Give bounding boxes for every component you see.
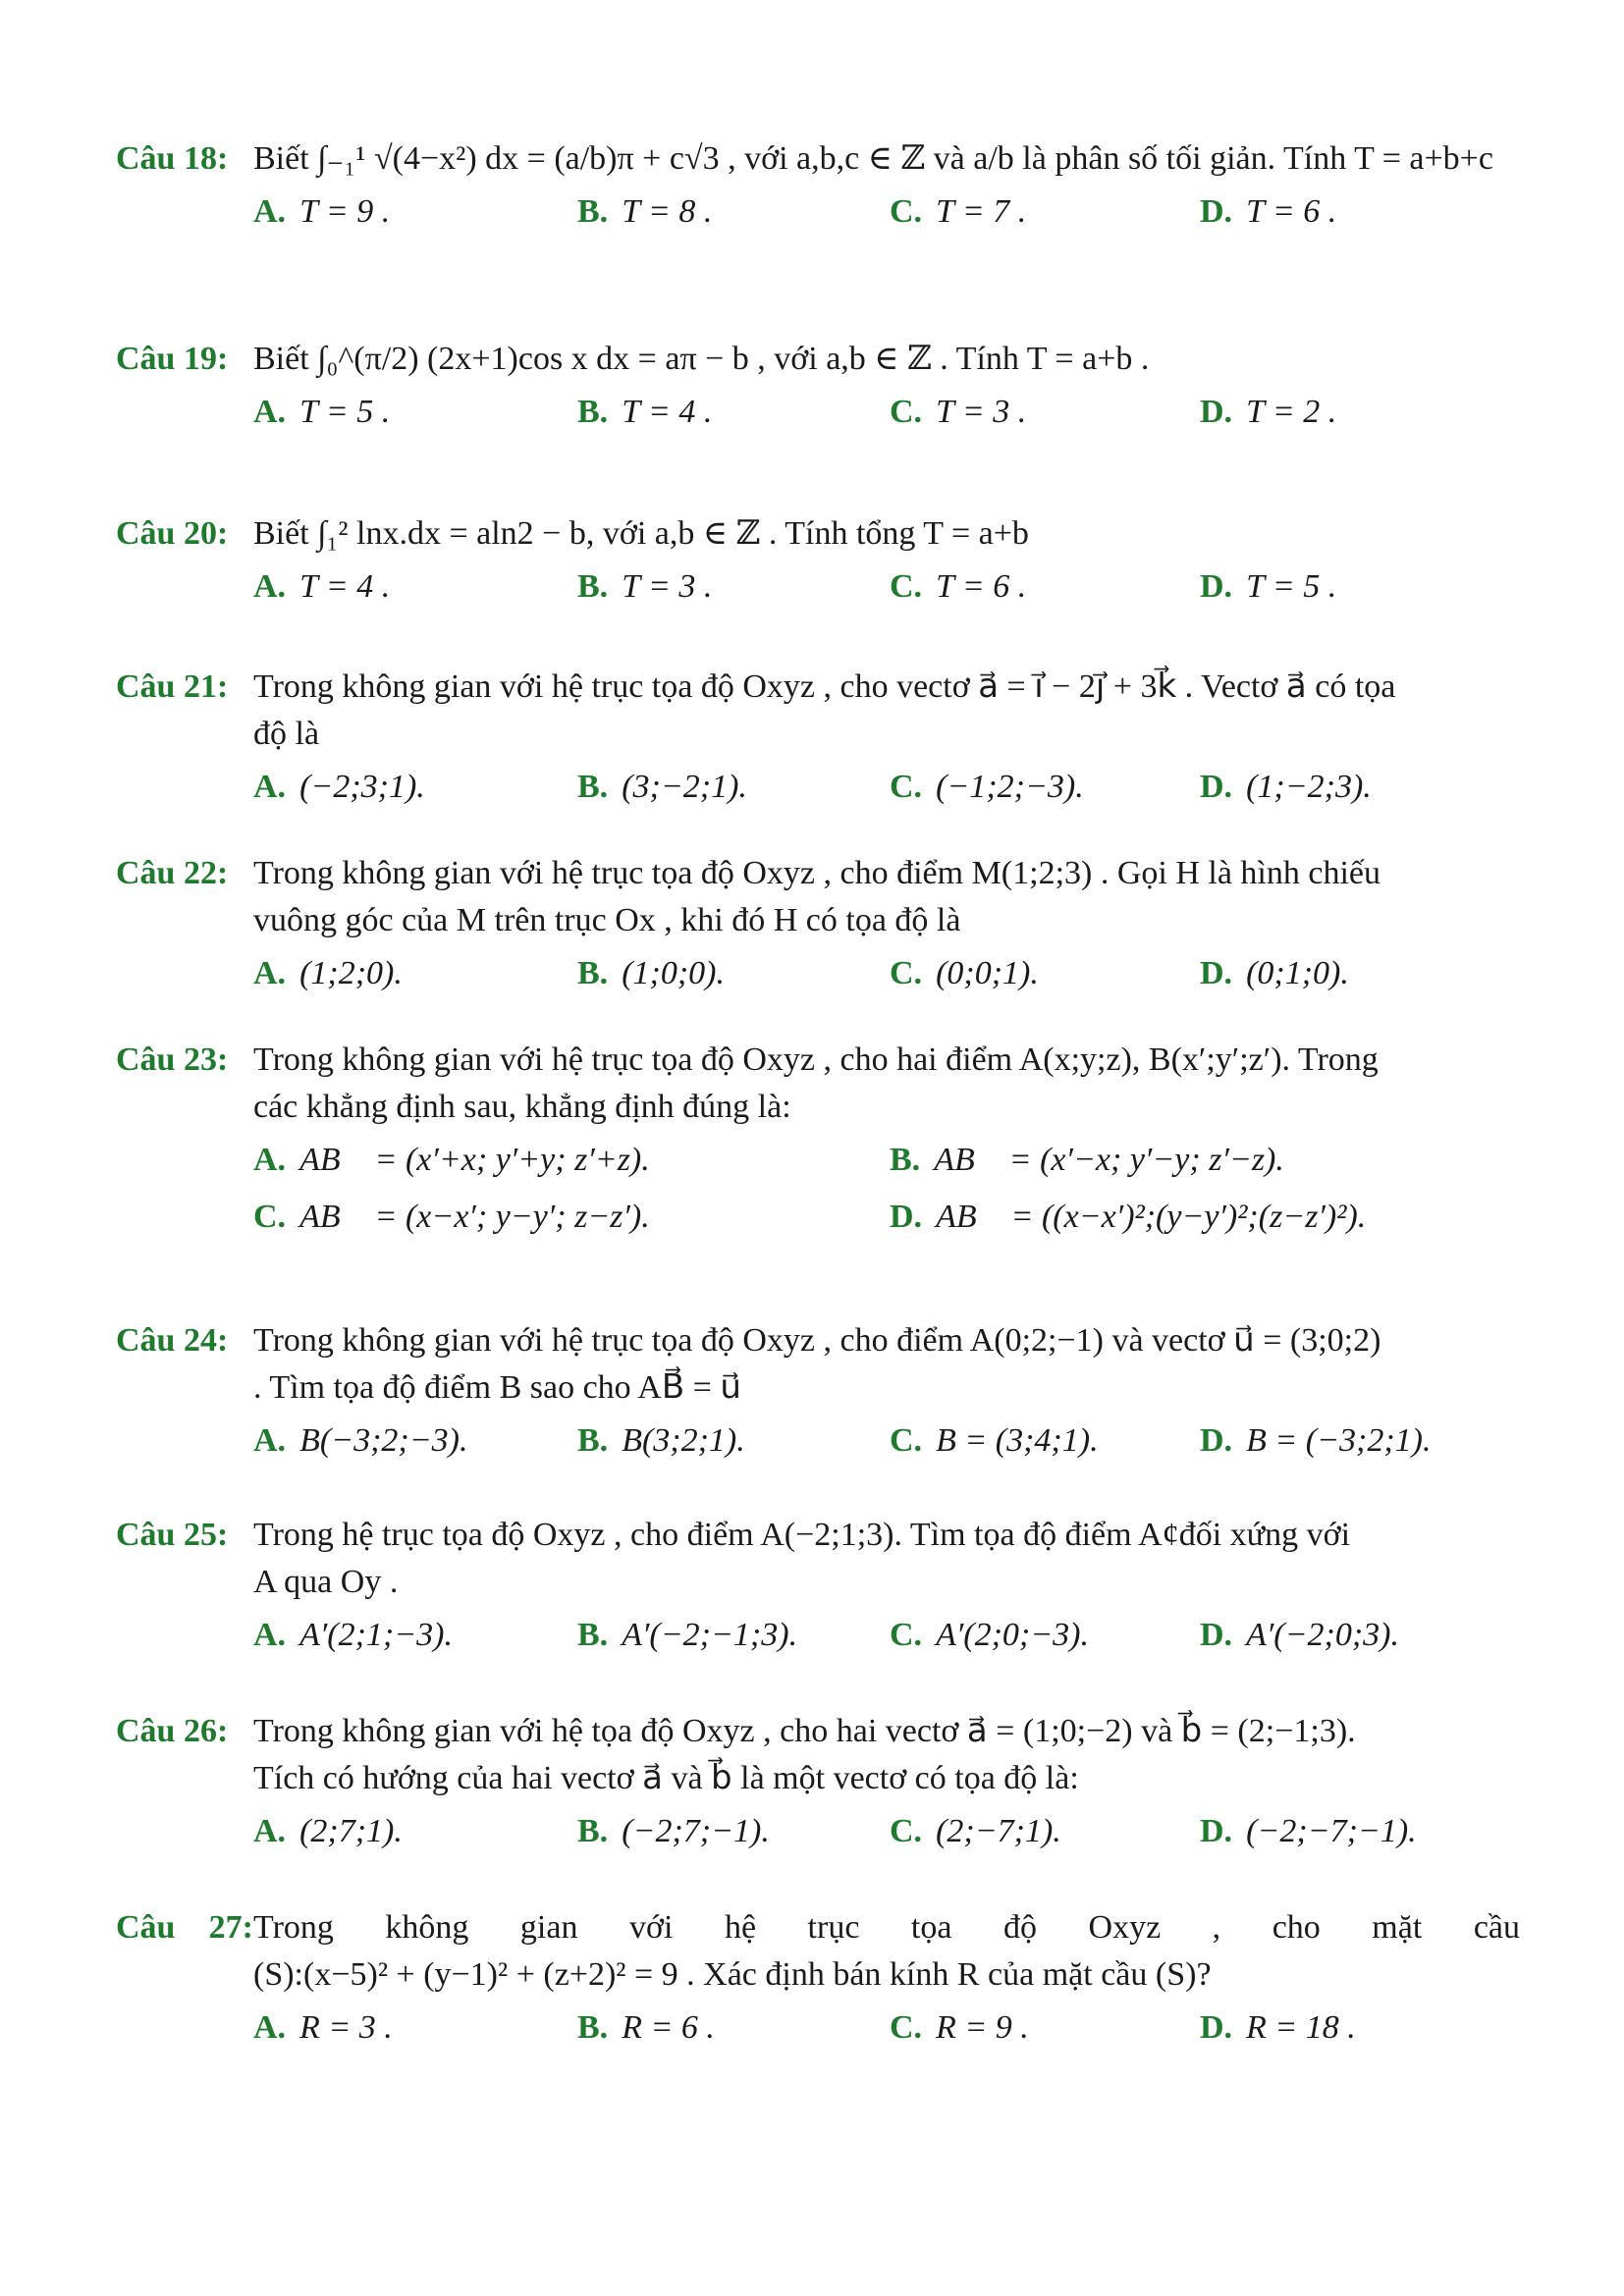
question-text: Biết ∫₀^(π/2) (2x+1)cos x dx = aπ − b , với a,b ∈ ℤ . Tính T = a+b . (253, 341, 1150, 377)
question-text: Trong không gian với hệ trục tọa độ Oxyz , cho điểm M(1;2;3) . Gọi H là hình chiếu (253, 855, 1380, 891)
question-text: Biết ∫₋₁¹ √(4−x²) dx = (a/b)π + c√3 , với a,b,c ∈ ℤ và a/b là phân số tối giản. Tính T = a+b+c (253, 140, 1493, 177)
option-a[interactable] (253, 563, 390, 611)
answer-options-row-2 (116, 1194, 1520, 1245)
question-label: Câu 25: (116, 1517, 229, 1553)
question-continuation: A qua Oy . (253, 1564, 399, 1600)
question-label: Câu 20: (116, 515, 229, 552)
option-text: (−1;2;−3). (936, 769, 1084, 805)
option-label: D. (1200, 193, 1233, 230)
option-a[interactable] (253, 1808, 403, 1855)
option-text: (1;2;0). (299, 955, 403, 991)
question-20 (116, 510, 1520, 614)
question-continuation: độ là (253, 716, 320, 752)
option-text: (−2;3;1). (299, 769, 425, 805)
option-a[interactable] (253, 950, 403, 997)
option-text: T = 6 . (936, 568, 1027, 605)
option-a[interactable] (253, 1417, 468, 1465)
option-c[interactable] (890, 950, 1039, 997)
option-c[interactable] (890, 563, 1026, 611)
question-22 (116, 850, 1520, 1001)
option-text: AB⃗ = ((x−x′)²;(y−y′)²;(z−z′)²). (936, 1199, 1367, 1235)
answer-options (116, 1808, 1520, 1859)
question-21 (116, 664, 1520, 815)
option-text: A′(2;1;−3). (299, 1617, 454, 1653)
option-text: R = 6 . (622, 2009, 715, 2046)
answer-options (116, 563, 1520, 614)
option-d[interactable] (1200, 1612, 1399, 1659)
option-text: B(3;2;1). (622, 1422, 745, 1459)
option-label: B. (577, 394, 609, 430)
question-continuation: Tích có hướng của hai vectơ a⃗ và b⃗ là một vectơ có tọa độ là: (253, 1760, 1079, 1796)
option-label: C. (890, 2009, 923, 2046)
option-text: AB⃗ = (x′−x; y′−y; z′−z). (934, 1142, 1284, 1178)
option-label: D. (1200, 394, 1233, 430)
option-a[interactable] (253, 1137, 650, 1184)
option-d[interactable] (890, 1194, 1366, 1241)
option-a[interactable] (253, 764, 425, 811)
option-b[interactable] (577, 1808, 770, 1855)
question-text: Trong hệ trục tọa độ Oxyz , cho điểm A(−2;1;3). Tìm tọa độ điểm A¢đối xứng với (253, 1517, 1351, 1553)
option-label: D. (1200, 2009, 1233, 2046)
question-19 (116, 336, 1520, 440)
option-text: R = 18 . (1246, 2009, 1356, 2046)
question-continuation: các khẳng định sau, khẳng định đúng là: (253, 1089, 791, 1125)
question-label: Câu 23: (116, 1041, 229, 1078)
option-text: A′(−2;−1;3). (622, 1617, 798, 1653)
question-23 (116, 1037, 1520, 1245)
question-label: Câu 24: (116, 1322, 229, 1359)
option-b[interactable] (890, 1137, 1284, 1184)
option-text: T = 5 . (299, 394, 391, 430)
question-label: Câu 22: (116, 855, 229, 891)
option-c[interactable] (890, 188, 1026, 236)
option-c[interactable] (890, 764, 1084, 811)
question-text: Trong không gian với hệ tọa độ Oxyz , cho hai vectơ a⃗ = (1;0;−2) và b⃗ = (2;−1;3). (253, 1713, 1356, 1749)
option-label: A. (253, 568, 287, 605)
option-label: A. (253, 394, 287, 430)
question-label: Câu 19: (116, 341, 229, 377)
question-27 (116, 1904, 1520, 2056)
question-text: Trong không gian với hệ trục tọa độ Oxyz , cho hai điểm A(x;y;z), B(x′;y′;z′). Trong (253, 1041, 1379, 1078)
option-b[interactable] (577, 950, 725, 997)
option-text: T = 5 . (1246, 568, 1337, 605)
option-text: B = (3;4;1). (936, 1422, 1099, 1459)
question-24 (116, 1317, 1520, 1468)
answer-options (116, 1612, 1520, 1663)
option-text: T = 9 . (299, 193, 391, 230)
option-label: D. (1200, 1617, 1233, 1653)
option-label: D. (1200, 1813, 1233, 1849)
option-label: B. (577, 955, 609, 991)
option-label: A. (253, 769, 287, 805)
option-label: A. (253, 1142, 287, 1178)
option-c[interactable] (890, 1612, 1089, 1659)
question-text: Trong không gian với hệ trục tọa độ Oxyz , cho mặt cầu (253, 1909, 1520, 1946)
option-text: B(−3;2;−3). (299, 1422, 468, 1459)
answer-options (116, 1417, 1520, 1468)
option-label: C. (890, 394, 923, 430)
answer-options-row-1 (116, 1137, 1520, 1188)
question-continuation: vuông góc của M trên trục Ox , khi đó H có tọa độ là (253, 902, 961, 938)
option-label: D. (1200, 568, 1233, 605)
option-label: C. (890, 1813, 923, 1849)
answer-options (116, 188, 1520, 240)
option-text: T = 8 . (622, 193, 713, 230)
option-text: T = 4 . (299, 568, 391, 605)
question-label: Câu 18: (116, 140, 229, 177)
option-label: C. (890, 568, 923, 605)
question-18 (116, 135, 1520, 240)
option-text: (1;−2;3). (1246, 769, 1372, 805)
option-label: D. (1200, 1422, 1233, 1459)
option-text: B = (−3;2;1). (1246, 1422, 1432, 1459)
question-label: Câu 27: (116, 1909, 253, 1946)
option-label: C. (253, 1199, 287, 1235)
option-label: D. (890, 1199, 923, 1235)
option-label: C. (890, 955, 923, 991)
option-label: A. (253, 955, 287, 991)
option-b[interactable] (577, 2004, 715, 2052)
question-label: Câu 21: (116, 668, 229, 705)
question-text: Trong không gian với hệ trục tọa độ Oxyz , cho điểm A(0;2;−1) và vectơ u⃗ = (3;0;2) (253, 1322, 1381, 1359)
option-text: (2;−7;1). (936, 1813, 1061, 1849)
option-text: R = 9 . (936, 2009, 1029, 2046)
option-text: (0;0;1). (936, 955, 1039, 991)
question-label: Câu 26: (116, 1713, 229, 1749)
option-text: (0;1;0). (1246, 955, 1349, 991)
option-d[interactable] (1200, 1417, 1432, 1465)
option-label: B. (577, 769, 609, 805)
option-text: (−2;7;−1). (622, 1813, 770, 1849)
option-c[interactable] (890, 1417, 1099, 1465)
option-text: (1;0;0). (622, 955, 725, 991)
option-b[interactable] (577, 1417, 745, 1465)
option-b[interactable] (577, 389, 712, 436)
option-text: T = 6 . (1246, 193, 1337, 230)
option-label: B. (577, 568, 609, 605)
option-d[interactable] (1200, 1808, 1417, 1855)
option-label: A. (253, 1813, 287, 1849)
option-text: T = 7 . (936, 193, 1027, 230)
answer-options (116, 389, 1520, 440)
option-label: A. (253, 2009, 287, 2046)
option-d[interactable] (1200, 950, 1349, 997)
option-b[interactable] (577, 188, 712, 236)
option-text: (3;−2;1). (622, 769, 747, 805)
option-d[interactable] (1200, 389, 1336, 436)
question-25 (116, 1512, 1520, 1663)
option-label: D. (1200, 955, 1233, 991)
option-label: B. (890, 1142, 921, 1178)
answer-options (116, 764, 1520, 815)
option-d[interactable] (1200, 2004, 1356, 2052)
question-continuation: (S):(x−5)² + (y−1)² + (z+2)² = 9 . Xác định bán kính R của mặt cầu (S)? (253, 1956, 1212, 1993)
option-c[interactable] (890, 2004, 1029, 2052)
option-c[interactable] (253, 1194, 650, 1241)
option-d[interactable] (1200, 764, 1372, 811)
option-a[interactable] (253, 2004, 393, 2052)
option-text: T = 3 . (936, 394, 1027, 430)
option-b[interactable] (577, 1612, 797, 1659)
option-label: B. (577, 193, 609, 230)
option-label: B. (577, 1422, 609, 1459)
option-d[interactable] (1200, 563, 1336, 611)
option-text: T = 3 . (622, 568, 713, 605)
option-text: R = 3 . (299, 2009, 393, 2046)
question-26 (116, 1708, 1520, 1859)
option-c[interactable] (890, 1808, 1061, 1855)
option-text: (−2;−7;−1). (1246, 1813, 1417, 1849)
option-label: A. (253, 1422, 287, 1459)
option-b[interactable] (577, 764, 747, 811)
option-d[interactable] (1200, 188, 1336, 236)
option-label: A. (253, 1617, 287, 1653)
option-b[interactable] (577, 563, 712, 611)
option-text: AB⃗ = (x′+x; y′+y; z′+z). (299, 1142, 650, 1178)
option-text: A′(2;0;−3). (936, 1617, 1090, 1653)
option-label: B. (577, 1617, 609, 1653)
option-label: B. (577, 2009, 609, 2046)
option-label: B. (577, 1813, 609, 1849)
option-label: C. (890, 193, 923, 230)
option-label: C. (890, 769, 923, 805)
option-text: AB⃗ = (x−x′; y−y′; z−z′). (299, 1199, 650, 1235)
option-text: T = 4 . (622, 394, 713, 430)
option-label: D. (1200, 769, 1233, 805)
option-label: C. (890, 1422, 923, 1459)
question-continuation: . Tìm tọa độ điểm B sao cho AB⃗ = u⃗ (253, 1369, 741, 1406)
question-text: Biết ∫₁² lnx.dx = aln2 − b, với a,b ∈ ℤ . Tính tổng T = a+b (253, 515, 1029, 552)
option-label: A. (253, 193, 287, 230)
question-text: Trong không gian với hệ trục tọa độ Oxyz , cho vectơ a⃗ = i⃗ − 2j⃗ + 3k⃗ . Vectơ a⃗ có tọa (253, 668, 1396, 705)
option-text: (2;7;1). (299, 1813, 403, 1849)
answer-options (116, 2004, 1520, 2056)
option-label: C. (890, 1617, 923, 1653)
option-a[interactable] (253, 188, 390, 236)
answer-options (116, 950, 1520, 1001)
option-c[interactable] (890, 389, 1026, 436)
option-a[interactable] (253, 389, 390, 436)
option-text: T = 2 . (1246, 394, 1337, 430)
option-a[interactable] (253, 1612, 453, 1659)
option-text: A′(−2;0;3). (1246, 1617, 1400, 1653)
